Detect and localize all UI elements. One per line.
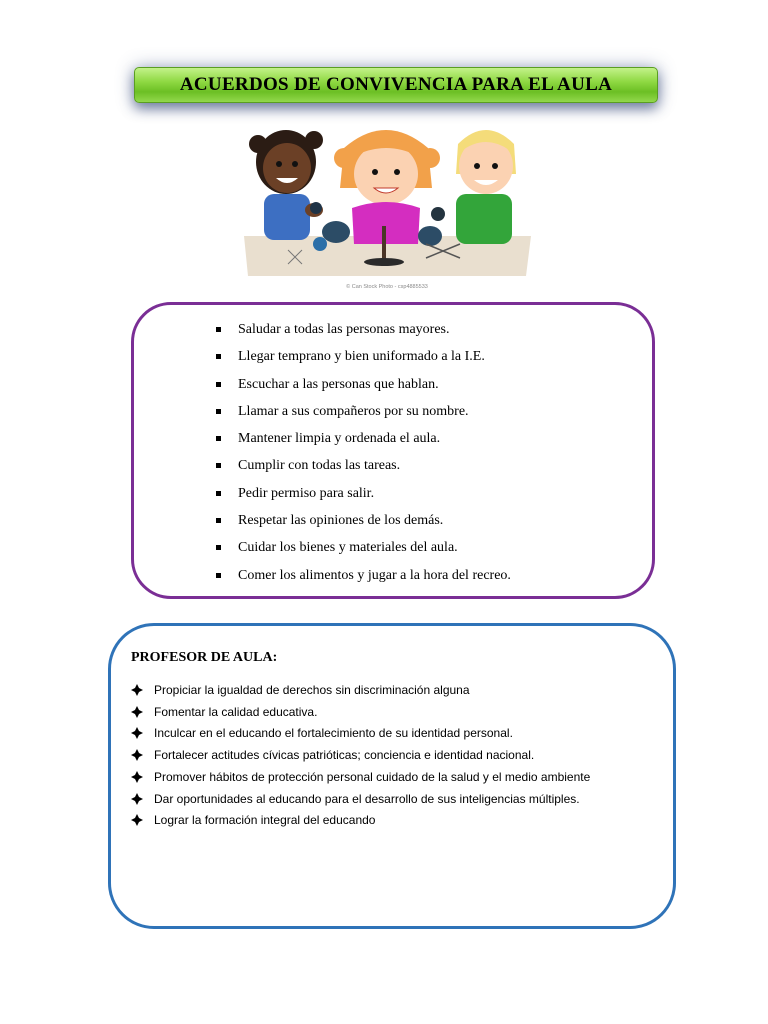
square-bullet-icon [216, 491, 221, 496]
diamond-bullet-icon [131, 793, 143, 805]
diamond-bullet-icon [131, 771, 143, 783]
square-bullet-icon [216, 463, 221, 468]
left-toy [310, 202, 322, 214]
title-banner [134, 67, 658, 103]
diamond-bullet-icon [131, 727, 143, 739]
profesor-list-item: Inculcar en el educando el fortalecimiento de su identidad personal. [131, 723, 637, 745]
child-left-shirt [264, 194, 310, 240]
rules-list-item: Mantener limpia y ordenada el aula. [216, 428, 511, 455]
profesor-list-item: Promover hábitos de protección personal cuidado de la salud y el medio ambiente [131, 767, 637, 789]
rules-list [216, 319, 511, 592]
square-bullet-icon [216, 573, 221, 578]
middle-toy-left [322, 221, 350, 243]
rules-list-item: Llamar a sus compañeros por su nombre. [216, 401, 511, 428]
rules-list-item: Pedir permiso para salir. [216, 483, 511, 510]
profesor-list [131, 680, 637, 832]
rules-list-item: Respetar las opiniones de los demás. [216, 510, 511, 537]
rules-list-item: Llegar temprano y bien uniformado a la I.E. [216, 346, 511, 373]
diamond-bullet-icon [131, 706, 143, 718]
page-title: ACUERDOS DE CONVIVENCIA PARA EL AULA [134, 67, 658, 103]
diamond-bullet-icon [131, 814, 143, 826]
child-middle-face [354, 143, 418, 205]
children-illustration [236, 118, 539, 296]
rules-list-item: Cuidar los bienes y materiales del aula. [216, 537, 511, 564]
watermark-caption: © Can Stock Photo - csp4885533 [346, 284, 428, 290]
square-bullet-icon [216, 436, 221, 441]
child-right-shirt [456, 194, 512, 244]
profesor-box [108, 623, 676, 929]
diamond-bullet-icon [131, 749, 143, 761]
rules-box [131, 302, 655, 599]
diamond-bullet-icon [131, 684, 143, 696]
profesor-list-item: Dar oportunidades al educando para el desarrollo de sus inteligencias múltiples. [131, 789, 637, 811]
rules-list-item: Escuchar a las personas que hablan. [216, 374, 511, 401]
square-bullet-icon [216, 327, 221, 332]
profesor-list-item: Propiciar la igualdad de derechos sin discriminación alguna [131, 680, 637, 702]
right-toy [431, 207, 445, 221]
profesor-title: PROFESOR DE AULA: [131, 650, 278, 665]
child-left-face [263, 143, 311, 193]
square-bullet-icon [216, 409, 221, 414]
rules-list-item: Saludar a todas las personas mayores. [216, 319, 511, 346]
square-bullet-icon [216, 382, 221, 387]
rules-list-item: Comer los alimentos y jugar a la hora del recreo. [216, 565, 511, 592]
profesor-list-item: Lograr la formación integral del educando [131, 810, 637, 832]
square-bullet-icon [216, 354, 221, 359]
profesor-list-item: Fortalecer actitudes cívicas patrióticas; conciencia e identidad nacional. [131, 745, 637, 767]
rules-list-item: Cumplir con todas las tareas. [216, 455, 511, 482]
center-toy-base [364, 258, 404, 266]
profesor-list-item: Fomentar la calidad educativa. [131, 702, 637, 724]
square-bullet-icon [216, 545, 221, 550]
middle-toy-right [418, 226, 442, 246]
square-bullet-icon [216, 518, 221, 523]
